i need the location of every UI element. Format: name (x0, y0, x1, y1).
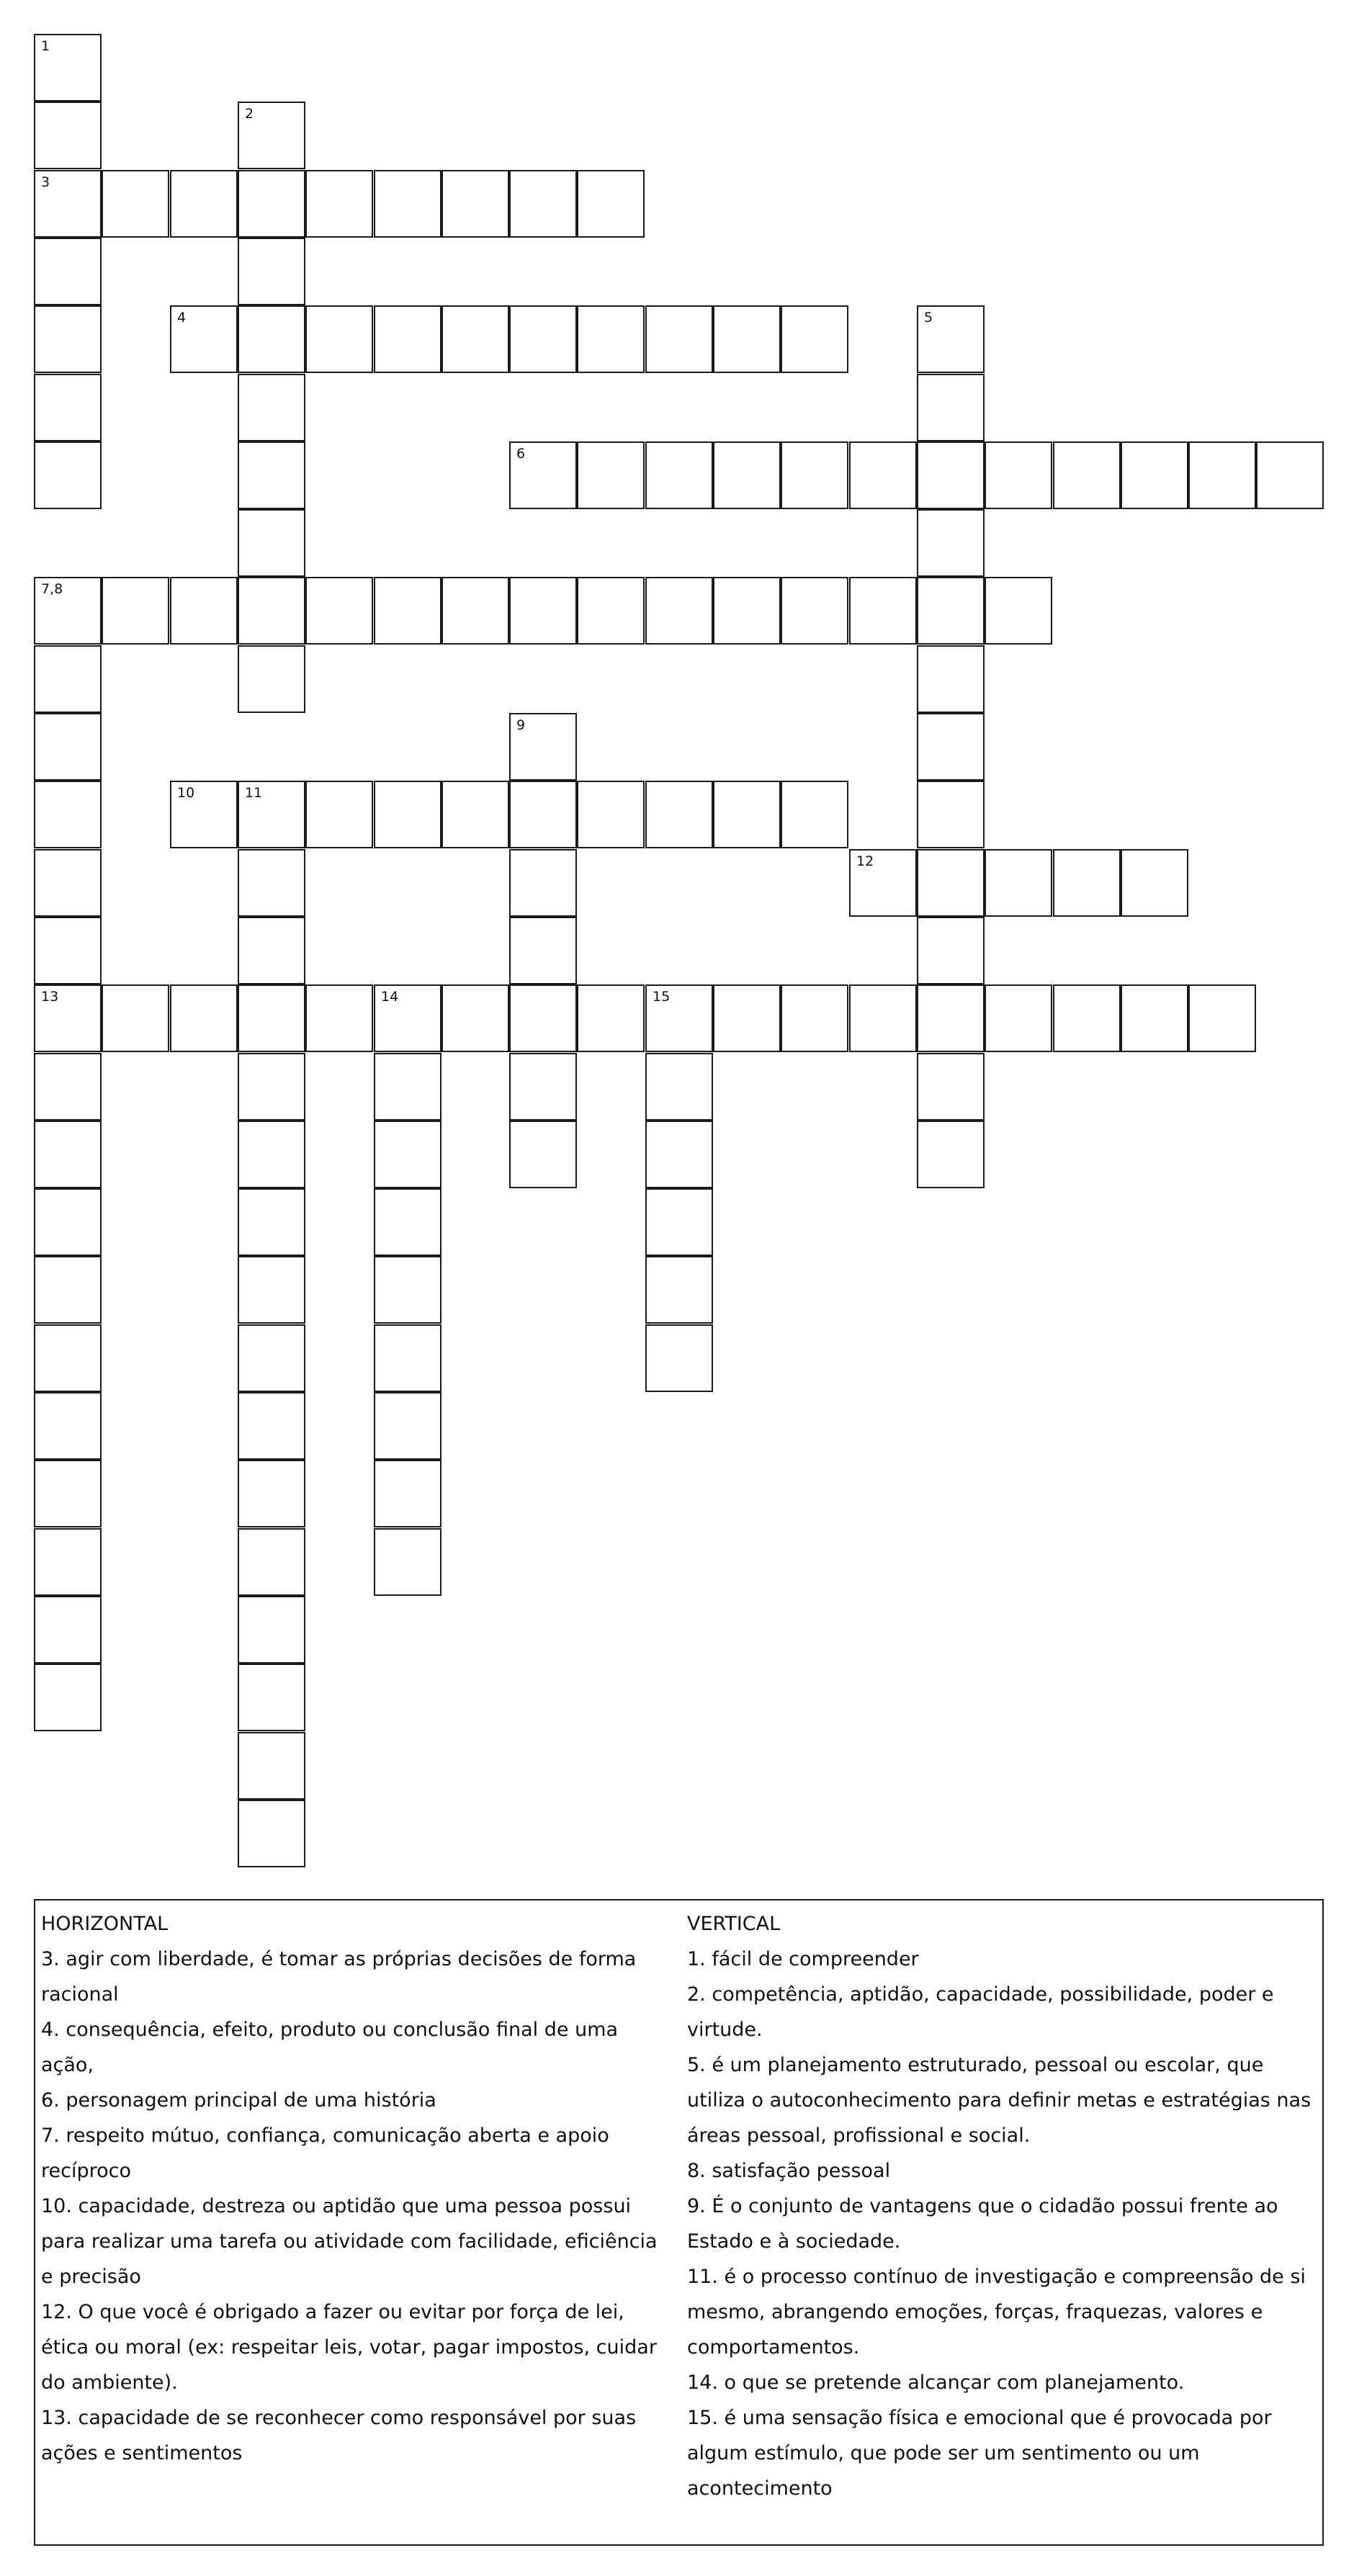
grid-cell[interactable] (238, 102, 305, 169)
grid-cell[interactable] (781, 984, 848, 1052)
clue-v-11: 11. é o processo contínuo de investigação e compreensão de si mesmo, abrangendo emoções, forças, fraquezas, valores e comportamentos. (687, 2266, 1306, 2359)
grid-cell[interactable] (985, 849, 1052, 917)
grid-cell[interactable] (441, 781, 509, 848)
vertical-clues (687, 1906, 1321, 2506)
grid-cell[interactable] (849, 849, 917, 917)
grid-cell[interactable] (238, 781, 305, 848)
clue-number: 5 (924, 310, 933, 326)
grid-cell[interactable] (238, 645, 305, 713)
grid-cell[interactable] (34, 170, 102, 238)
clues-box (34, 1899, 1324, 2546)
grid-cell[interactable] (713, 577, 781, 645)
clue-number: 15 (653, 989, 671, 1005)
grid-cell[interactable] (238, 1324, 305, 1392)
vertical-title: VERTICAL (687, 1913, 781, 1935)
clue-number: 6 (516, 446, 526, 462)
grid-cell[interactable] (34, 1188, 102, 1256)
horizontal-clues (41, 1906, 675, 2471)
clue-v-8: 8. satisfação pessoal (687, 2160, 891, 2182)
grid-cell[interactable] (34, 1121, 102, 1188)
horizontal-title: HORIZONTAL (41, 1913, 169, 1935)
clue-number: 9 (516, 717, 526, 733)
grid-cell[interactable] (305, 984, 373, 1052)
grid-cell[interactable] (238, 509, 305, 577)
grid-cell[interactable] (917, 984, 985, 1052)
clue-number: 14 (381, 989, 399, 1005)
grid-cell[interactable] (238, 1121, 305, 1188)
grid-cell[interactable] (34, 441, 102, 509)
clue-h-12: 12. O que você é obrigado a fazer ou evitar por força de lei, ética ou moral (ex: respeitar leis, votar, pagar impostos, cuidar do ambiente). (41, 2301, 657, 2394)
grid-cell[interactable] (713, 781, 781, 848)
grid-cell[interactable] (645, 305, 713, 373)
grid-cell[interactable] (170, 781, 238, 848)
grid-cell[interactable] (238, 238, 305, 305)
grid-cell[interactable] (509, 305, 577, 373)
clue-h-4: 4. consequência, efeito, produto ou conclusão final de uma ação, (41, 2019, 619, 2076)
grid-cell[interactable] (577, 305, 645, 373)
grid-cell[interactable] (170, 984, 238, 1052)
grid-cell[interactable] (713, 984, 781, 1052)
grid-cell[interactable] (577, 781, 645, 848)
grid-cell[interactable] (238, 849, 305, 917)
clue-h-7: 7. respeito mútuo, confiança, comunicação aberta e apoio recíproco (41, 2124, 609, 2182)
grid-cell[interactable] (374, 984, 441, 1052)
grid-cell[interactable] (509, 713, 577, 781)
grid-cell[interactable] (238, 1596, 305, 1664)
grid-cell[interactable] (170, 577, 238, 645)
grid-cell[interactable] (34, 374, 102, 441)
grid-cell[interactable] (917, 305, 985, 373)
clue-h-6: 6. personagem principal de uma história (41, 2089, 436, 2111)
grid-cell[interactable] (985, 441, 1052, 509)
grid-cell[interactable] (441, 305, 509, 373)
grid-cell[interactable] (34, 917, 102, 984)
grid-cell[interactable] (238, 1664, 305, 1731)
grid-cell[interactable] (34, 305, 102, 373)
grid-cell[interactable] (985, 577, 1052, 645)
clue-number: 11 (245, 785, 263, 801)
grid-cell[interactable] (374, 305, 441, 373)
grid-cell[interactable] (509, 170, 577, 238)
grid-cell[interactable] (305, 577, 373, 645)
grid-cell[interactable] (170, 170, 238, 238)
clue-v-15: 15. é uma sensação física e emocional que é provocada por algum estímulo, que pode ser um sentimento ou um acontecimento (687, 2407, 1272, 2500)
grid-cell[interactable] (374, 1392, 441, 1460)
grid-cell[interactable] (577, 577, 645, 645)
grid-cell[interactable] (34, 238, 102, 305)
grid-cell[interactable] (917, 713, 985, 781)
grid-cell[interactable] (305, 170, 373, 238)
grid-cell[interactable] (374, 1256, 441, 1324)
clue-number: 10 (177, 785, 195, 801)
grid-cell[interactable] (374, 1121, 441, 1188)
grid-cell[interactable] (577, 984, 645, 1052)
grid-cell[interactable] (509, 577, 577, 645)
clue-v-2: 2. competência, aptidão, capacidade, possibilidade, poder e virtude. (687, 1983, 1274, 2041)
grid-cell[interactable] (781, 781, 848, 848)
grid-cell[interactable] (34, 1053, 102, 1121)
clue-h-3: 3. agir com liberdade, é tomar as próprias decisões de forma racional (41, 1948, 637, 2006)
grid-cell[interactable] (645, 984, 713, 1052)
grid-cell[interactable] (781, 577, 848, 645)
grid-cell[interactable] (374, 1324, 441, 1392)
grid-cell[interactable] (985, 984, 1052, 1052)
grid-cell[interactable] (849, 577, 917, 645)
grid-cell[interactable] (238, 170, 305, 238)
grid-cell[interactable] (509, 781, 577, 848)
clue-number: 3 (41, 174, 50, 190)
grid-cell[interactable] (102, 577, 169, 645)
clue-number: 2 (245, 106, 254, 122)
grid-cell[interactable] (34, 645, 102, 713)
grid-cell[interactable] (1121, 441, 1188, 509)
grid-cell[interactable] (645, 1188, 713, 1256)
grid-cell[interactable] (645, 1121, 713, 1188)
grid-cell[interactable] (238, 1188, 305, 1256)
grid-cell[interactable] (374, 577, 441, 645)
grid-cell[interactable] (34, 34, 102, 102)
grid-cell[interactable] (238, 1800, 305, 1867)
grid-cell[interactable] (917, 1053, 985, 1121)
grid-cell[interactable] (238, 1732, 305, 1800)
grid-cell[interactable] (238, 1053, 305, 1121)
clue-number: 12 (856, 853, 874, 869)
clue-v-14: 14. o que se pretende alcançar com planejamento. (687, 2371, 1185, 2394)
grid-cell[interactable] (713, 305, 781, 373)
grid-cell[interactable] (34, 1256, 102, 1324)
grid-cell[interactable] (305, 305, 373, 373)
grid-cell[interactable] (34, 713, 102, 781)
grid-cell[interactable] (509, 441, 577, 509)
grid-cell[interactable] (441, 577, 509, 645)
grid-cell[interactable] (781, 305, 848, 373)
clue-number: 1 (41, 38, 50, 54)
grid-cell[interactable] (645, 441, 713, 509)
grid-cell[interactable] (917, 849, 985, 917)
grid-cell[interactable] (781, 441, 848, 509)
grid-cell[interactable] (238, 374, 305, 441)
clue-h-13: 13. capacidade de se reconhecer como responsável por suas ações e sentimentos (41, 2407, 637, 2464)
grid-cell[interactable] (645, 577, 713, 645)
grid-cell[interactable] (34, 1596, 102, 1664)
grid-cell[interactable] (238, 1392, 305, 1460)
grid-cell[interactable] (374, 1053, 441, 1121)
clue-number: 4 (177, 310, 187, 326)
grid-cell[interactable] (34, 984, 102, 1052)
grid-cell[interactable] (34, 1392, 102, 1460)
grid-cell[interactable] (374, 1188, 441, 1256)
grid-cell[interactable] (713, 441, 781, 509)
grid-cell[interactable] (238, 305, 305, 373)
grid-cell[interactable] (645, 781, 713, 848)
grid-cell[interactable] (917, 509, 985, 577)
grid-cell[interactable] (238, 1256, 305, 1324)
grid-cell[interactable] (1188, 984, 1256, 1052)
grid-cell[interactable] (374, 1460, 441, 1527)
grid-cell[interactable] (509, 1053, 577, 1121)
grid-cell[interactable] (441, 984, 509, 1052)
grid-cell[interactable] (1053, 849, 1121, 917)
grid-cell[interactable] (1053, 984, 1121, 1052)
clue-v-1: 1. fácil de compreender (687, 1948, 919, 1970)
grid-cell[interactable] (238, 984, 305, 1052)
grid-cell[interactable] (509, 917, 577, 984)
grid-cell[interactable] (509, 1121, 577, 1188)
grid-cell[interactable] (645, 1256, 713, 1324)
grid-cell[interactable] (238, 1460, 305, 1527)
grid-cell[interactable] (238, 1528, 305, 1596)
grid-cell[interactable] (1188, 441, 1256, 509)
grid-cell[interactable] (917, 577, 985, 645)
grid-cell[interactable] (34, 102, 102, 169)
grid-cell[interactable] (34, 1528, 102, 1596)
grid-cell[interactable] (509, 849, 577, 917)
grid-cell[interactable] (1121, 984, 1188, 1052)
grid-cell[interactable] (238, 577, 305, 645)
grid-cell[interactable] (374, 170, 441, 238)
grid-cell[interactable] (917, 645, 985, 713)
grid-cell[interactable] (374, 781, 441, 848)
grid-cell[interactable] (305, 781, 373, 848)
grid-cell[interactable] (238, 441, 305, 509)
grid-cell[interactable] (170, 305, 238, 373)
grid-cell[interactable] (1121, 849, 1188, 917)
grid-cell[interactable] (34, 1460, 102, 1527)
grid-cell[interactable] (509, 984, 577, 1052)
grid-cell[interactable] (102, 170, 169, 238)
clue-number: 13 (41, 989, 59, 1005)
grid-cell[interactable] (577, 441, 645, 509)
clue-h-10: 10. capacidade, destreza ou aptidão que uma pessoa possui para realizar uma tarefa ou atividade com facilidade, eficiência e precisão (41, 2195, 658, 2288)
clue-number: 7,8 (41, 581, 63, 597)
grid-cell[interactable] (849, 441, 917, 509)
grid-cell[interactable] (34, 1664, 102, 1731)
grid-cell[interactable] (917, 781, 985, 848)
clue-v-5: 5. é um planejamento estruturado, pessoal ou escolar, que utiliza o autoconhecimento para definir metas e estratégias nas áreas pessoal, profissional e social. (687, 2054, 1312, 2147)
grid-cell[interactable] (849, 984, 917, 1052)
grid-cell[interactable] (917, 374, 985, 441)
grid-cell[interactable] (917, 441, 985, 509)
grid-cell[interactable] (374, 1528, 441, 1596)
grid-cell[interactable] (577, 170, 645, 238)
grid-cell[interactable] (34, 781, 102, 848)
grid-cell[interactable] (441, 170, 509, 238)
grid-cell[interactable] (238, 917, 305, 984)
grid-cell[interactable] (1053, 441, 1121, 509)
grid-cell[interactable] (645, 1324, 713, 1392)
grid-cell[interactable] (917, 1121, 985, 1188)
grid-cell[interactable] (34, 1324, 102, 1392)
grid-cell[interactable] (645, 1053, 713, 1121)
grid-cell[interactable] (34, 849, 102, 917)
grid-cell[interactable] (1256, 441, 1324, 509)
grid-cell[interactable] (102, 984, 169, 1052)
grid-cell[interactable] (917, 917, 985, 984)
clue-v-9: 9. É o conjunto de vantagens que o cidadão possui frente ao Estado e à sociedade. (687, 2195, 1278, 2253)
grid-cell[interactable] (34, 577, 102, 645)
